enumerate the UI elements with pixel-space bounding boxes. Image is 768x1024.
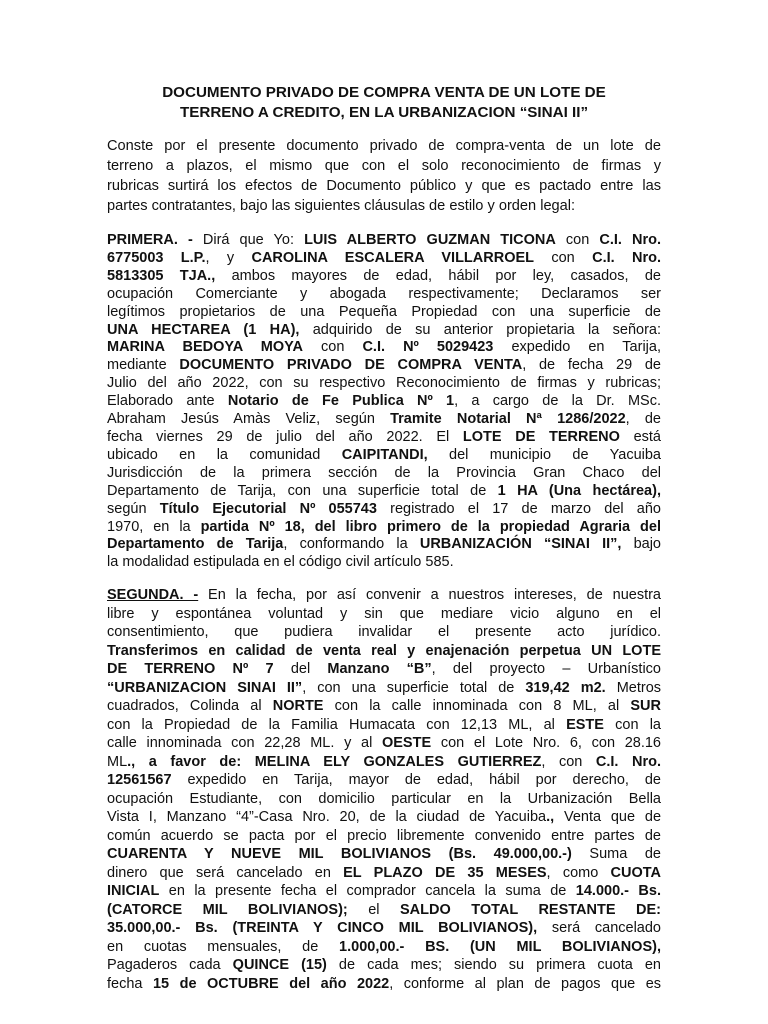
text-line: (CATORCE MIL BOLIVIANOS); el SALDO TOTAL RESTANTE DE: — [107, 901, 661, 918]
clause-primera — [107, 232, 661, 572]
intro-paragraph — [107, 136, 661, 216]
text-line: Julio del año 2022, con su respectivo Reconocimiento de firmas y rubricas; — [107, 375, 661, 392]
text-line: “URBANIZACION SINAI II”, con una superficie total de 319,42 m2. Metros — [107, 679, 662, 696]
text-line: dinero que será cancelado en EL PLAZO DE 35 MESES, como CUOTA — [107, 864, 661, 881]
text-line: DE TERRENO Nº 7 del Manzano “B”, del proyecto – Urbanístico — [107, 661, 661, 678]
text-line: Elaborado ante Notario de Fe Publica Nº 1, a cargo de la Dr. MSc. — [107, 393, 661, 410]
text-line: CUARENTA Y NUEVE MIL BOLIVIANOS (Bs. 49.000,00.-) Suma de — [107, 846, 661, 863]
text-line: Departamento de Tarija, conformando la URBANIZACIÓN “SINAI II”, bajo — [107, 536, 661, 553]
clause-segunda — [107, 586, 661, 993]
text-line: ocupación Comerciante y abogada respectivamente; Declaramos ser — [107, 285, 661, 302]
text-line: Transferimos en calidad de venta real y enajenación perpetua UN LOTE — [107, 642, 661, 659]
text-line: Jurisdicción de la primera sección de la Provincia Gran Chaco del — [107, 464, 661, 481]
text-line: cuadrados, Colinda al NORTE con la calle innominada con 8 ML, al SUR — [107, 698, 661, 715]
text-line: ubicado en la comunidad CAIPITANDI, del municipio de Yacuiba — [107, 446, 661, 463]
text-line: MARINA BEDOYA MOYA con C.I. Nº 5029423 expedido en Tarija, — [107, 339, 661, 356]
text-line: legítimos propietarios de una Pequeña Propiedad con una superficie de — [107, 303, 661, 320]
text-line: Abraham Jesús Amàs Veliz, según Tramite Notarial Nª 1286/2022, de — [107, 411, 661, 428]
text-line: UNA HECTAREA (1 HA), adquirido de su anterior propietaria la señora: — [107, 321, 661, 338]
text-line: Vista I, Manzano “4”-Casa Nro. 20, de la ciudad de Yacuiba., Venta que de — [107, 809, 662, 826]
text-line: Departamento de Tarija, con una superficie total de 1 HA (Una hectárea), — [107, 482, 661, 499]
text-line: 35.000,00.- Bs. (TREINTA Y CINCO MIL BOLIVIANOS), será cancelado — [107, 920, 661, 937]
text-line: común acuerdo se pacta por el precio libremente convenido entre partes de — [107, 827, 661, 844]
text-line: fecha viernes 29 de julio del año 2022. El LOTE DE TERRENO está — [107, 428, 661, 445]
text-line: la modalidad estipulada en el código civil artículo 585. — [107, 554, 454, 571]
text-line: 1970, en la partida Nº 18, del libro primero de la propiedad Agraria del — [107, 518, 661, 535]
text-line: mediante DOCUMENTO PRIVADO DE COMPRA VENTA, de fecha 29 de — [107, 357, 662, 374]
text-line: en cuotas mensuales, de 1.000,00.- BS. (UN MIL BOLIVIANOS), — [107, 938, 661, 955]
text-line: libre y espontánea voluntad y sin que mediare vicio alguno en el — [107, 605, 661, 622]
text-line: ML., a favor de: MELINA ELY GONZALES GUTIERREZ, con C.I. Nro. — [107, 753, 661, 770]
text-line: 5813305 TJA., ambos mayores de edad, hábil por ley, casados, de — [107, 267, 661, 284]
document-body — [107, 83, 661, 1007]
title-line: DOCUMENTO PRIVADO DE COMPRA VENTA DE UN LOTE DE — [162, 84, 606, 101]
text-line: calle innominada con 22,28 ML. y al OESTE con el Lote Nro. 6, con 28.16 — [107, 735, 661, 752]
text-line: Pagaderos cada QUINCE (15) de cada mes; siendo su primera cuota en — [107, 957, 661, 974]
text-line: INICIAL en la presente fecha el comprador cancela la suma de 14.000.- Bs. — [107, 883, 661, 900]
text-line: fecha 15 de OCTUBRE del año 2022, conforme al plan de pagos que es — [107, 975, 662, 992]
clause-heading: PRIMERA. - — [107, 232, 193, 248]
text-line: partes contratantes, bajo las siguientes cláusulas de estilo y orden legal: — [107, 198, 576, 214]
text-line: según Título Ejecutorial Nº 055743 registrado el 17 de marzo del año — [107, 500, 661, 517]
text-line: rubricas surtirá los efectos de Documento público y que es pactado entre las — [107, 178, 661, 194]
text-line: Conste por el presente documento privado de compra-venta de un lote de — [107, 138, 661, 154]
text-line: consentimiento, que pudiera invalidar el presente acto jurídico. — [107, 624, 661, 641]
text-line: con la Propiedad de la Familia Humacata con 12,13 ML, al ESTE con la — [107, 716, 661, 733]
text-line: 6775003 L.P., y CAROLINA ESCALERA VILLARROEL con C.I. Nro. — [107, 249, 661, 266]
document-title — [107, 83, 661, 123]
text-line: terreno a plazos, el mismo que con el solo reconocimiento de firmas y — [107, 158, 661, 174]
clause-heading: SEGUNDA. - — [107, 587, 199, 604]
title-line: TERRENO A CREDITO, EN LA URBANIZACION “SINAI II” — [179, 104, 589, 121]
text-line: SEGUNDA. - En la fecha, por así convenir a nuestros intereses, de nuestra — [107, 587, 661, 604]
text-line: 12561567 expedido en Tarija, mayor de edad, hábil por derecho, de — [107, 772, 661, 789]
text-line: PRIMERA. - Dirá que Yo: LUIS ALBERTO GUZMAN TICONA con C.I. Nro. — [107, 232, 662, 248]
text-line: ocupación Estudiante, con domicilio particular en la Urbanización Bella — [107, 790, 661, 807]
